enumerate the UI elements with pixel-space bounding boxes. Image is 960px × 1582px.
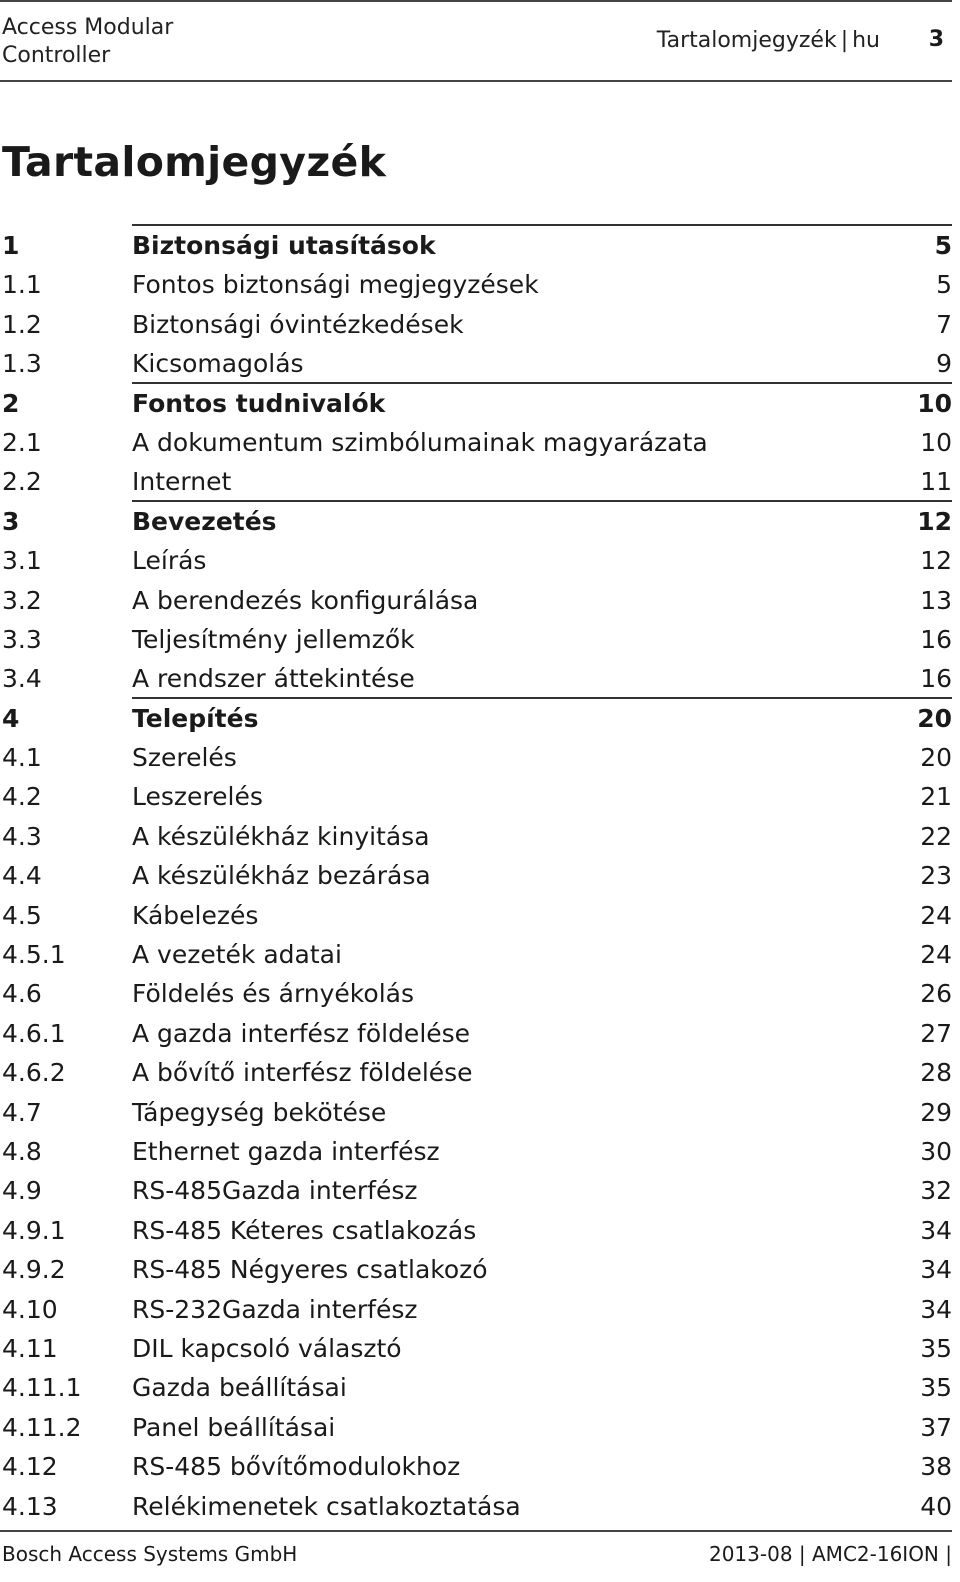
toc-entry-number: 4.11.1 <box>2 1373 82 1403</box>
toc-chapter-row[interactable] <box>0 500 952 539</box>
toc-entry-row[interactable] <box>0 775 952 814</box>
toc-entry-page: 34 <box>920 1255 952 1285</box>
toc-entry-page: 28 <box>920 1058 952 1088</box>
toc-entry-row[interactable] <box>0 1012 952 1051</box>
toc-entry-label: RS-232Gazda interfész <box>132 1294 418 1324</box>
toc-entry-label: Leírás <box>132 546 207 576</box>
top-rule <box>0 0 952 2</box>
toc-entry-number: 1.3 <box>2 349 42 379</box>
toc-entry-row[interactable] <box>0 1248 952 1287</box>
toc-entry-row[interactable] <box>0 894 952 933</box>
toc-entry-row[interactable] <box>0 342 952 381</box>
toc-entry-page: 13 <box>920 585 952 615</box>
toc-entry-label: Szerelés <box>132 743 237 773</box>
toc-entry-label: A vezeték adatai <box>132 940 342 970</box>
toc-entry-page: 27 <box>920 1018 952 1048</box>
toc-entry-label: Gazda beállításai <box>132 1373 347 1403</box>
toc-entry-row[interactable] <box>0 263 952 302</box>
toc-entry-row[interactable] <box>0 657 952 696</box>
toc-entry-row[interactable] <box>0 421 952 460</box>
toc-entry-row[interactable] <box>0 579 952 618</box>
toc-entry-page: 10 <box>917 388 952 418</box>
toc-entry-row[interactable] <box>0 815 952 854</box>
toc-entry-number: 4.3 <box>2 821 42 851</box>
toc-entry-page: 16 <box>920 624 952 654</box>
toc-entry-label: Kábelezés <box>132 900 259 930</box>
toc-entry-label: A dokumentum szimbólumainak magyarázata <box>132 427 708 457</box>
toc-entry-label: Internet <box>132 467 232 497</box>
toc-entry-row[interactable] <box>0 1445 952 1484</box>
toc-entry-number: 1.1 <box>2 270 42 300</box>
toc-entry-row[interactable] <box>0 539 952 578</box>
toc-entry-page: 20 <box>917 703 952 733</box>
toc-entry-label: Leszerelés <box>132 782 263 812</box>
toc-entry-label: Bevezetés <box>132 506 277 536</box>
toc-entry-number: 4.9 <box>2 1176 42 1206</box>
toc-entry-number: 4.11 <box>2 1333 58 1363</box>
toc-entry-label: Telepítés <box>132 703 259 733</box>
toc-entry-label: Ethernet gazda interfész <box>132 1136 440 1166</box>
toc-entry-row[interactable] <box>0 1366 952 1405</box>
toc-entry-label: A készülékház bezárása <box>132 861 431 891</box>
toc-entry-number: 4.6 <box>2 979 42 1009</box>
section-name: Tartalomjegyzék <box>656 28 837 53</box>
toc-entry-label: Panel beállításai <box>132 1412 336 1442</box>
toc-entry-label: Biztonsági óvintézkedések <box>132 309 464 339</box>
toc-entry-number: 4 <box>2 703 20 733</box>
toc-entry-page: 37 <box>920 1412 952 1442</box>
toc-entry-page: 26 <box>920 979 952 1009</box>
page-footer <box>0 1530 952 1582</box>
toc-entry-label: Fontos tudnivalók <box>132 388 386 418</box>
toc-entry-number: 2.1 <box>2 427 42 457</box>
toc-entry-row[interactable] <box>0 1209 952 1248</box>
toc-entry-page: 10 <box>920 427 952 457</box>
toc-entry-row[interactable] <box>0 736 952 775</box>
toc-entry-page: 5 <box>934 231 952 260</box>
toc-entry-page: 32 <box>920 1176 952 1206</box>
toc-entry-page: 11 <box>920 467 952 497</box>
toc-entry-page: 38 <box>920 1452 952 1482</box>
toc-entry-label: A rendszer áttekintése <box>132 664 415 694</box>
toc-entry-number: 2.2 <box>2 467 42 497</box>
toc-entry-row[interactable] <box>0 1051 952 1090</box>
toc-entry-page: 34 <box>920 1215 952 1245</box>
toc-entry-row[interactable] <box>0 854 952 893</box>
toc-entry-label: A gazda interfész földelése <box>132 1018 471 1048</box>
toc-entry-number: 4.8 <box>2 1136 42 1166</box>
toc-entry-row[interactable] <box>0 1091 952 1130</box>
table-of-contents <box>0 224 952 1524</box>
document-title <box>2 14 222 70</box>
toc-entry-number: 4.7 <box>2 1097 42 1127</box>
toc-entry-page: 30 <box>920 1136 952 1166</box>
toc-entry-number: 3.4 <box>2 664 42 694</box>
toc-entry-number: 4.9.2 <box>2 1255 66 1285</box>
toc-entry-label: Biztonsági utasítások <box>132 231 436 260</box>
toc-entry-label: Fontos biztonsági megjegyzések <box>132 270 539 300</box>
document-title-line-1: Access Modular <box>2 15 174 40</box>
footer-company: Bosch Access Systems GmbH <box>2 1542 298 1566</box>
toc-entry-row[interactable] <box>0 933 952 972</box>
toc-entry-page: 34 <box>920 1294 952 1324</box>
toc-entry-page: 12 <box>917 506 952 536</box>
toc-entry-row[interactable] <box>0 1406 952 1445</box>
toc-entry-row[interactable] <box>0 1327 952 1366</box>
toc-entry-number: 4.6.2 <box>2 1058 66 1088</box>
toc-entry-label: RS-485Gazda interfész <box>132 1176 418 1206</box>
language-code: hu <box>852 28 880 53</box>
toc-entry-label: RS-485 Négyeres csatlakozó <box>132 1255 488 1285</box>
toc-entry-label: A bővítő interfész földelése <box>132 1058 473 1088</box>
page-number: 3 <box>928 27 944 52</box>
toc-entry-row[interactable] <box>0 1485 952 1524</box>
toc-entry-number: 1.2 <box>2 309 42 339</box>
toc-entry-page: 22 <box>920 821 952 851</box>
toc-entry-label: RS-485 bővítőmodulokhoz <box>132 1452 461 1482</box>
toc-entry-label: A készülékház kinyitása <box>132 821 430 851</box>
toc-entry-number: 3.1 <box>2 546 42 576</box>
toc-entry-row[interactable] <box>0 303 952 342</box>
toc-entry-number: 3.3 <box>2 624 42 654</box>
toc-entry-number: 4.9.1 <box>2 1215 66 1245</box>
toc-entry-page: 12 <box>920 546 952 576</box>
toc-entry-page: 23 <box>920 861 952 891</box>
toc-entry-page: 29 <box>920 1097 952 1127</box>
toc-entry-label: RS-485 Kéteres csatlakozás <box>132 1215 477 1245</box>
toc-entry-page: 35 <box>920 1373 952 1403</box>
toc-entry-page: 16 <box>920 664 952 694</box>
toc-entry-label: Relékimenetek csatlakoztatása <box>132 1491 521 1521</box>
toc-entry-row[interactable] <box>0 1130 952 1169</box>
toc-entry-page: 24 <box>920 900 952 930</box>
toc-entry-page: 7 <box>936 309 952 339</box>
page-header <box>0 6 952 82</box>
page-title: Tartalomjegyzék <box>2 138 387 186</box>
toc-entry-row[interactable] <box>0 1169 952 1208</box>
header-separator: | <box>840 28 849 53</box>
toc-entry-page: 9 <box>936 349 952 379</box>
toc-entry-page: 24 <box>920 940 952 970</box>
toc-entry-number: 1 <box>2 231 20 260</box>
document-title-line-2: Controller <box>2 43 111 68</box>
toc-entry-number: 4.11.2 <box>2 1412 82 1442</box>
toc-entry-page: 35 <box>920 1333 952 1363</box>
toc-chapter-row[interactable] <box>0 224 952 263</box>
toc-entry-number: 2 <box>2 388 20 418</box>
toc-entry-number: 4.2 <box>2 782 42 812</box>
toc-entry-number: 4.6.1 <box>2 1018 66 1048</box>
toc-entry-page: 20 <box>920 743 952 773</box>
toc-entry-page: 5 <box>936 270 952 300</box>
toc-entry-label: Tápegység bekötése <box>132 1097 387 1127</box>
toc-entry-page: 21 <box>920 782 952 812</box>
toc-chapter-row[interactable] <box>0 697 952 736</box>
toc-entry-row[interactable] <box>0 618 952 657</box>
toc-entry-row[interactable] <box>0 972 952 1011</box>
toc-entry-number: 3 <box>2 506 20 536</box>
footer-info: 2013-08 | AMC2-16ION | <box>708 1542 952 1566</box>
toc-entry-label: A berendezés konfigurálása <box>132 585 479 615</box>
toc-entry-row[interactable] <box>0 1288 952 1327</box>
toc-entry-number: 4.4 <box>2 861 42 891</box>
toc-entry-page: 40 <box>920 1491 952 1521</box>
toc-entry-label: Kicsomagolás <box>132 349 304 379</box>
toc-entry-number: 4.5 <box>2 900 42 930</box>
toc-entry-number: 4.1 <box>2 743 42 773</box>
toc-entry-label: DIL kapcsoló választó <box>132 1333 402 1363</box>
toc-entry-number: 4.12 <box>2 1452 58 1482</box>
toc-entry-label: Földelés és árnyékolás <box>132 979 414 1009</box>
toc-entry-row[interactable] <box>0 460 952 499</box>
section-label <box>657 28 880 53</box>
toc-entry-number: 4.10 <box>2 1294 58 1324</box>
toc-entry-number: 4.5.1 <box>2 940 66 970</box>
toc-entry-number: 4.13 <box>2 1491 58 1521</box>
toc-chapter-row[interactable] <box>0 382 952 421</box>
toc-entry-label: Teljesítmény jellemzők <box>132 624 415 654</box>
toc-entry-number: 3.2 <box>2 585 42 615</box>
